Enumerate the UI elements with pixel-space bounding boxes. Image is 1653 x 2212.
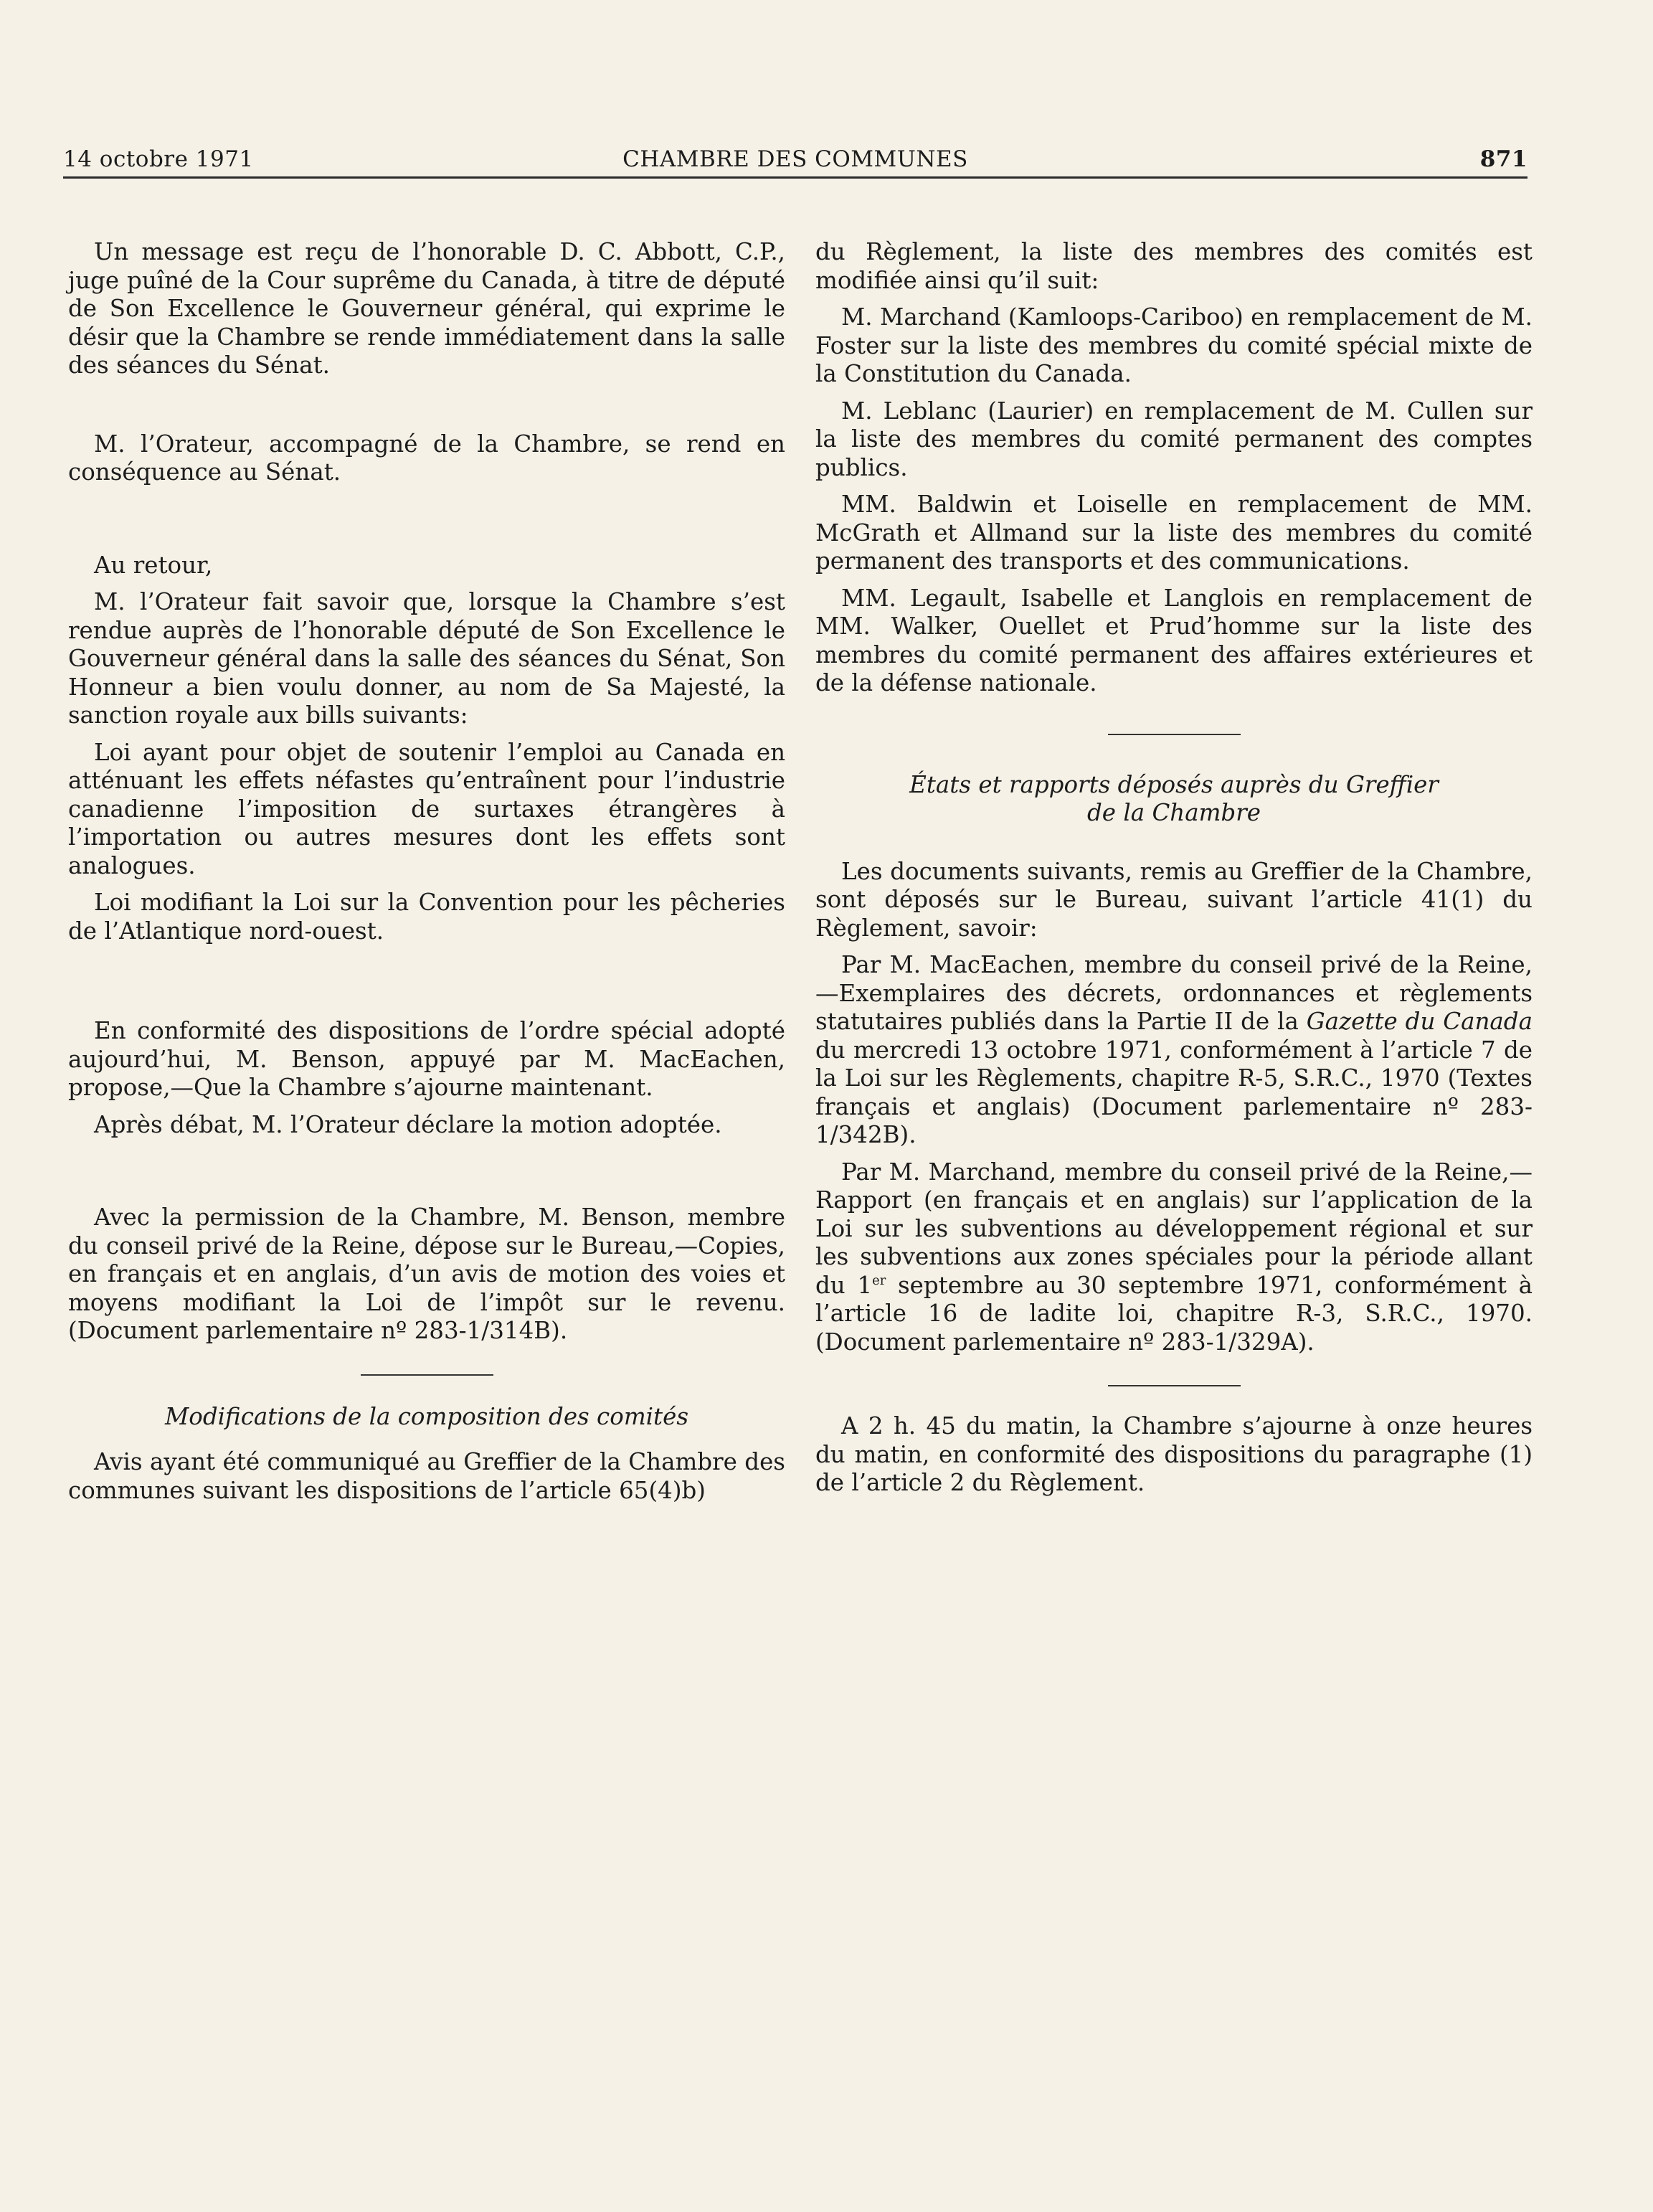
text-run: septembre au 30 septembre 1971, conformément à l’article 16 de ladite loi, chapitre R-3, S.R.C., 1970. (Document parlementaire nº 283-1/329A). <box>815 1271 1533 1356</box>
paragraph: Loi ayant pour objet de soutenir l’emploi au Canada en atténuant les effets néfastes qu’entraînent pour l’industrie canadienne l’imposition de surtaxes étrangères à l’importation ou autres mesures dont les effets sont analogues. <box>68 738 785 879</box>
left-column <box>68 238 785 1505</box>
page-header <box>63 141 1528 179</box>
text-run: Par M. MacEachen, membre du conseil privé de la Reine,—Exemplaires des décrets, ordonnances et règlements statutaires publiés dans la Partie II de la <box>815 951 1533 1035</box>
right-column <box>815 238 1533 1498</box>
paragraph: A 2 h. 45 du matin, la Chambre s’ajourne à onze heures du matin, en conformité des dispositions du paragraphe (1) de l’article 2 du Règlement. <box>815 1412 1533 1496</box>
paragraph: du Règlement, la liste des membres des comités est modifiée ainsi qu’il suit: <box>815 238 1533 294</box>
italic-title: Gazette du Canada <box>1306 1008 1533 1035</box>
text-run: Par M. Marchand, membre du conseil privé de la Reine,—Rapport (en français et en anglais) sur l’application de la Loi sur les subventions au développement régional et sur les subventions aux zones spéciales pour la période allant du 1 <box>815 1158 1533 1299</box>
page-number: 871 <box>1479 146 1528 172</box>
header-title: CHAMBRE DES COMMUNES <box>622 146 968 172</box>
paragraph: Après débat, M. l’Orateur déclare la motion adoptée. <box>94 1110 722 1138</box>
paragraph: Avis ayant été communiqué au Greffier de la Chambre des communes suivant les dispositions de l’article 65(4)b) <box>68 1448 785 1504</box>
paragraph: MM. Legault, Isabelle et Langlois en remplacement de MM. Walker, Ouellet et Prud’homme sur la liste des membres du comité permanent des affaires extérieures et de la défense nationale. <box>815 584 1533 696</box>
paragraph: Avec la permission de la Chambre, M. Benson, membre du conseil privé de la Reine, dépose sur le Bureau,—Copies, en français et en anglais, d’un avis de motion des voies et moyens modifiant la Loi de l’impôt sur le revenu. (Document parlementaire nº 283-1/314B). <box>68 1204 785 1344</box>
section-heading <box>815 771 1533 828</box>
paragraph: Un message est reçu de l’honorable D. C. Abbott, C.P., juge puîné de la Cour suprême du Canada, à titre de député de Son Excellence le Gouverneur général, qui exprime le désir que la Chambre se rende immédiatement dans la salle des séances du Sénat. <box>68 238 785 379</box>
paragraph: Au retour, <box>94 551 213 579</box>
superscript: er <box>872 1272 886 1288</box>
paragraph <box>815 1158 1533 1357</box>
header-date: 14 octobre 1971 <box>63 146 254 172</box>
paragraph: En conformité des dispositions de l’ordre spécial adopté aujourd’hui, M. Benson, appuyé par M. MacEachen, propose,—Que la Chambre s’ajourne maintenant. <box>68 1017 785 1101</box>
section-heading: Modifications de la composition des comités <box>164 1402 689 1430</box>
heading-line: États et rapports déposés auprès du Greffier <box>909 770 1439 798</box>
paragraph: M. Marchand (Kamloops-Cariboo) en remplacement de M. Foster sur la liste des membres du comité spécial mixte de la Constitution du Canada. <box>815 303 1533 387</box>
paragraph: MM. Baldwin et Loiselle en remplacement de MM. McGrath et Allmand sur la liste des membres du comité permanent des transports et des communications. <box>815 491 1533 575</box>
paragraph: Les documents suivants, remis au Greffier de la Chambre, sont déposés sur le Bureau, suivant l’article 41(1) du Règlement, savoir: <box>815 857 1533 942</box>
heading-line: de la Chambre <box>1086 799 1261 826</box>
paragraph: Loi modifiant la Loi sur la Convention pour les pêcheries de l’Atlantique nord-ouest. <box>68 889 785 945</box>
paragraph: M. Leblanc (Laurier) en remplacement de M. Cullen sur la liste des membres du comité permanent des comptes publics. <box>815 397 1533 481</box>
paragraph <box>815 951 1533 1150</box>
paragraph: M. l’Orateur fait savoir que, lorsque la Chambre s’est rendue auprès de l’honorable député de Son Excellence le Gouverneur général dans la salle des séances du Sénat, Son Honneur a bien voulu donner, au nom de Sa Majesté, la sanction royale aux bills suivants: <box>68 588 785 729</box>
text-run: du mercredi 13 octobre 1971, conformément à l’article 7 de la Loi sur les Règlements, chapitre R-5, S.R.C., 1970 (Textes français et anglais) (Document parlementaire nº 283-1/342B). <box>815 1036 1533 1148</box>
paragraph: M. l’Orateur, accompagné de la Chambre, se rend en conséquence au Sénat. <box>68 430 785 486</box>
